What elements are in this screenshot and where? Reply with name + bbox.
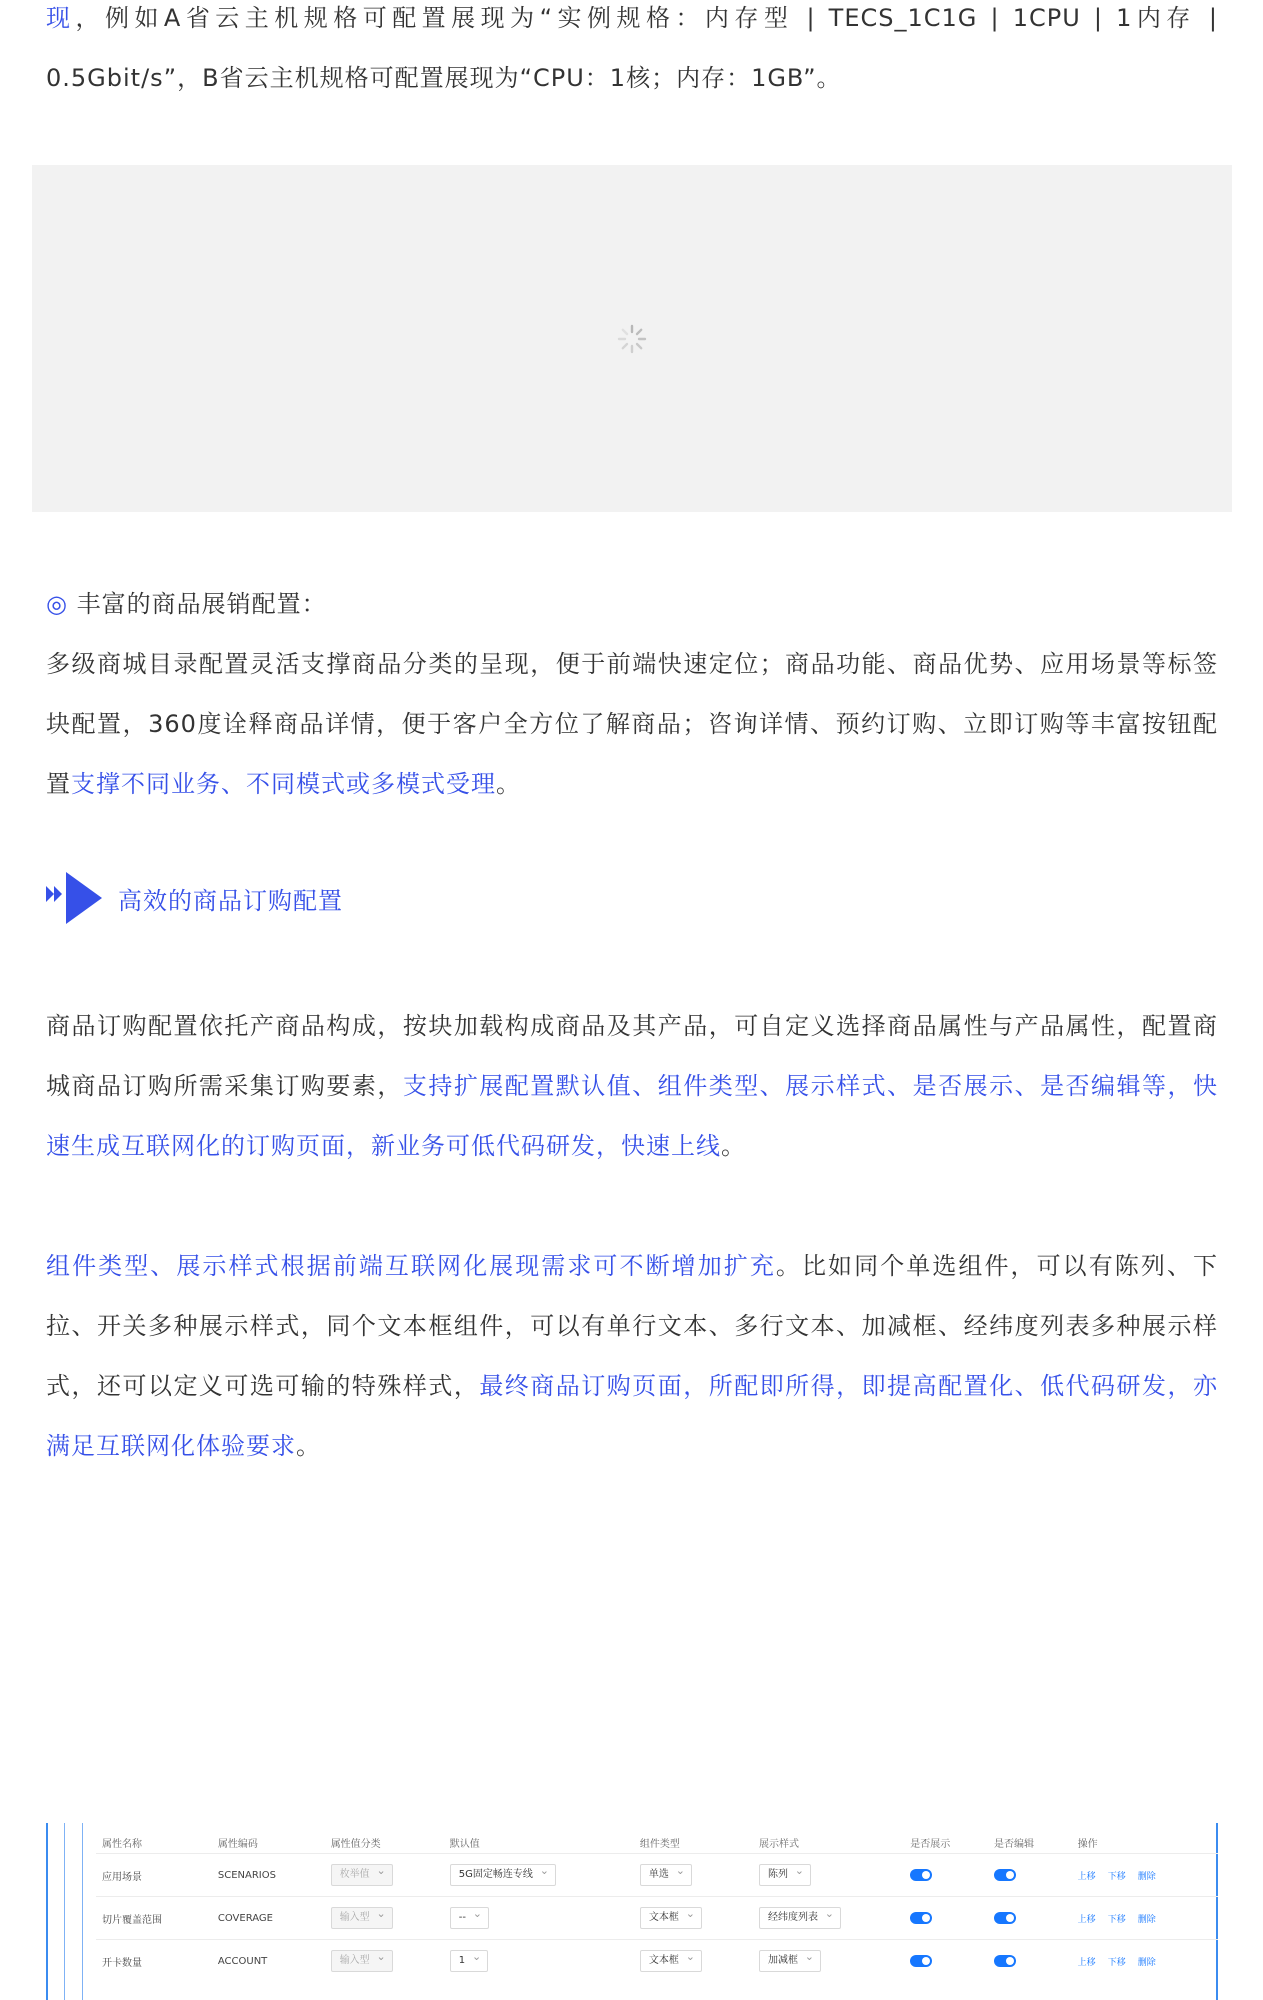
default-select[interactable]: 1 ⌄ [450, 1950, 488, 1972]
display-config-heading: 丰富的商品展销配置： [76, 590, 327, 618]
attribute-table [96, 1831, 1218, 1982]
order-config-text: 商品订购配置依托产商品构成，按块加载构成商品及其产品，可自定义选择商品属性与产品属性，配置商城商品订购所需采集订购要素， [46, 1012, 1218, 1100]
edit-toggle[interactable] [994, 1869, 1016, 1881]
bullseye-icon: ◎ [46, 590, 68, 618]
component-style-end: 。 [296, 1432, 321, 1460]
order-config-highlight: 支持扩展配置默认值、组件类型、展示样式、是否展示、是否编辑等，快速生成互联网化的订购页面，新业务可低代码研发，快速上线 [46, 1072, 1218, 1160]
show-toggle[interactable] [910, 1955, 932, 1967]
component-select[interactable]: 文本框 ⌄ [640, 1950, 702, 1972]
section-title: 高效的商品订购配置 [118, 886, 343, 915]
col-header: 属性值分类 [330, 1838, 381, 1850]
component-style-text: 。比如同个单选组件，可以有陈列、下拉、开关多种展示样式，同个文本框组件，可以有单行文本、多行文本、加减框、经纬度列表多种展示样式，还可以定义可选可输的特殊样式， [46, 1252, 1219, 1400]
col-header: 默认值 [449, 1838, 480, 1850]
style-select[interactable]: 加减框 ⌄ [759, 1950, 821, 1972]
move-up-link[interactable]: 上移 [1077, 1914, 1096, 1925]
delete-link[interactable]: 删除 [1137, 1914, 1156, 1925]
edit-toggle[interactable] [994, 1912, 1016, 1924]
move-up-link[interactable]: 上移 [1077, 1871, 1096, 1882]
col-header: 是否展示 [910, 1838, 951, 1850]
attr-code: ACCOUNT [212, 1940, 325, 1983]
col-header: 组件类型 [639, 1838, 680, 1850]
component-style-highlight-start: 组件类型、展示样式根据前端互联网化展现需求可不断增加扩充 [46, 1252, 776, 1280]
intro-highlight: 现 [46, 4, 76, 32]
attr-code: COVERAGE [212, 1897, 325, 1940]
frame-line [64, 1823, 65, 2000]
frame-line [46, 1823, 48, 2000]
image-placeholder [32, 165, 1232, 512]
col-header: 是否编辑 [993, 1838, 1034, 1850]
order-config-end: 。 [721, 1132, 746, 1160]
loading-spinner-icon [616, 323, 648, 355]
table-row [96, 1940, 1218, 1983]
delete-link[interactable]: 删除 [1137, 1957, 1156, 1968]
style-select[interactable]: 陈列 ⌄ [759, 1864, 811, 1886]
display-config-paragraph [46, 574, 1218, 814]
intro-text: ，例如A省云主机规格可配置展现为“实例规格：内存型 | TECS_1C1G | 1CPU | 1内存 | 0.5Gbit/s”，B省云主机规格可配置展现为“CPU：1核；内存：1GB”。 [46, 4, 1218, 92]
component-style-highlight-end: 最终商品订购页面，所配即所得，即提高配置化、低代码研发，亦满足互联网化体验要求 [46, 1372, 1218, 1460]
category-select[interactable]: 枚举值 ⌄ [331, 1864, 393, 1886]
table-row [96, 1854, 1218, 1897]
component-style-paragraph [46, 1236, 1218, 1476]
move-up-link[interactable]: 上移 [1077, 1957, 1096, 1968]
move-down-link[interactable]: 下移 [1107, 1957, 1126, 1968]
attribute-table-screenshot [46, 1823, 1218, 2000]
attr-code: SCENARIOS [212, 1854, 325, 1897]
component-select[interactable]: 文本框 ⌄ [640, 1907, 702, 1929]
display-config-end: 。 [496, 770, 521, 798]
display-config-body: 多级商城目录配置灵活支撑商品分类的呈现，便于前端快速定位；商品功能、商品优势、应用场景等标签块配置，360度诠释商品详情，便于客户全方位了解商品；咨询详情、预约订购、立即订购等丰富按钮配置 [46, 650, 1218, 798]
attr-name: 应用场景 [96, 1854, 212, 1897]
col-header: 展示样式 [759, 1838, 799, 1850]
default-select[interactable]: -- ⌄ [450, 1907, 489, 1929]
table-header-row [96, 1831, 1218, 1854]
show-toggle[interactable] [910, 1869, 932, 1881]
fast-forward-arrow-icon [46, 872, 102, 924]
edit-toggle[interactable] [994, 1955, 1016, 1967]
category-select[interactable]: 输入型 ⌄ [331, 1950, 393, 1972]
table-row [96, 1897, 1218, 1940]
move-down-link[interactable]: 下移 [1107, 1871, 1126, 1882]
section-header [46, 868, 343, 928]
show-toggle[interactable] [910, 1912, 932, 1924]
col-header: 属性编码 [217, 1838, 258, 1850]
style-select[interactable]: 经纬度列表 ⌄ [759, 1907, 841, 1929]
category-select[interactable]: 输入型 ⌄ [331, 1907, 393, 1929]
attr-name: 切片覆盖范围 [96, 1897, 212, 1940]
default-select[interactable]: 5G固定畅连专线 ⌄ [450, 1864, 556, 1886]
component-select[interactable]: 单选 ⌄ [640, 1864, 692, 1886]
col-header: 属性名称 [102, 1838, 142, 1850]
attr-name: 开卡数量 [96, 1940, 212, 1983]
delete-link[interactable]: 删除 [1137, 1871, 1156, 1882]
intro-paragraph [46, 0, 1218, 108]
frame-line [82, 1823, 83, 2000]
order-config-paragraph [46, 996, 1218, 1176]
col-header: 操作 [1077, 1838, 1098, 1850]
display-config-highlight: 支撑不同业务、不同模式或多模式受理 [71, 770, 496, 798]
move-down-link[interactable]: 下移 [1107, 1914, 1126, 1925]
